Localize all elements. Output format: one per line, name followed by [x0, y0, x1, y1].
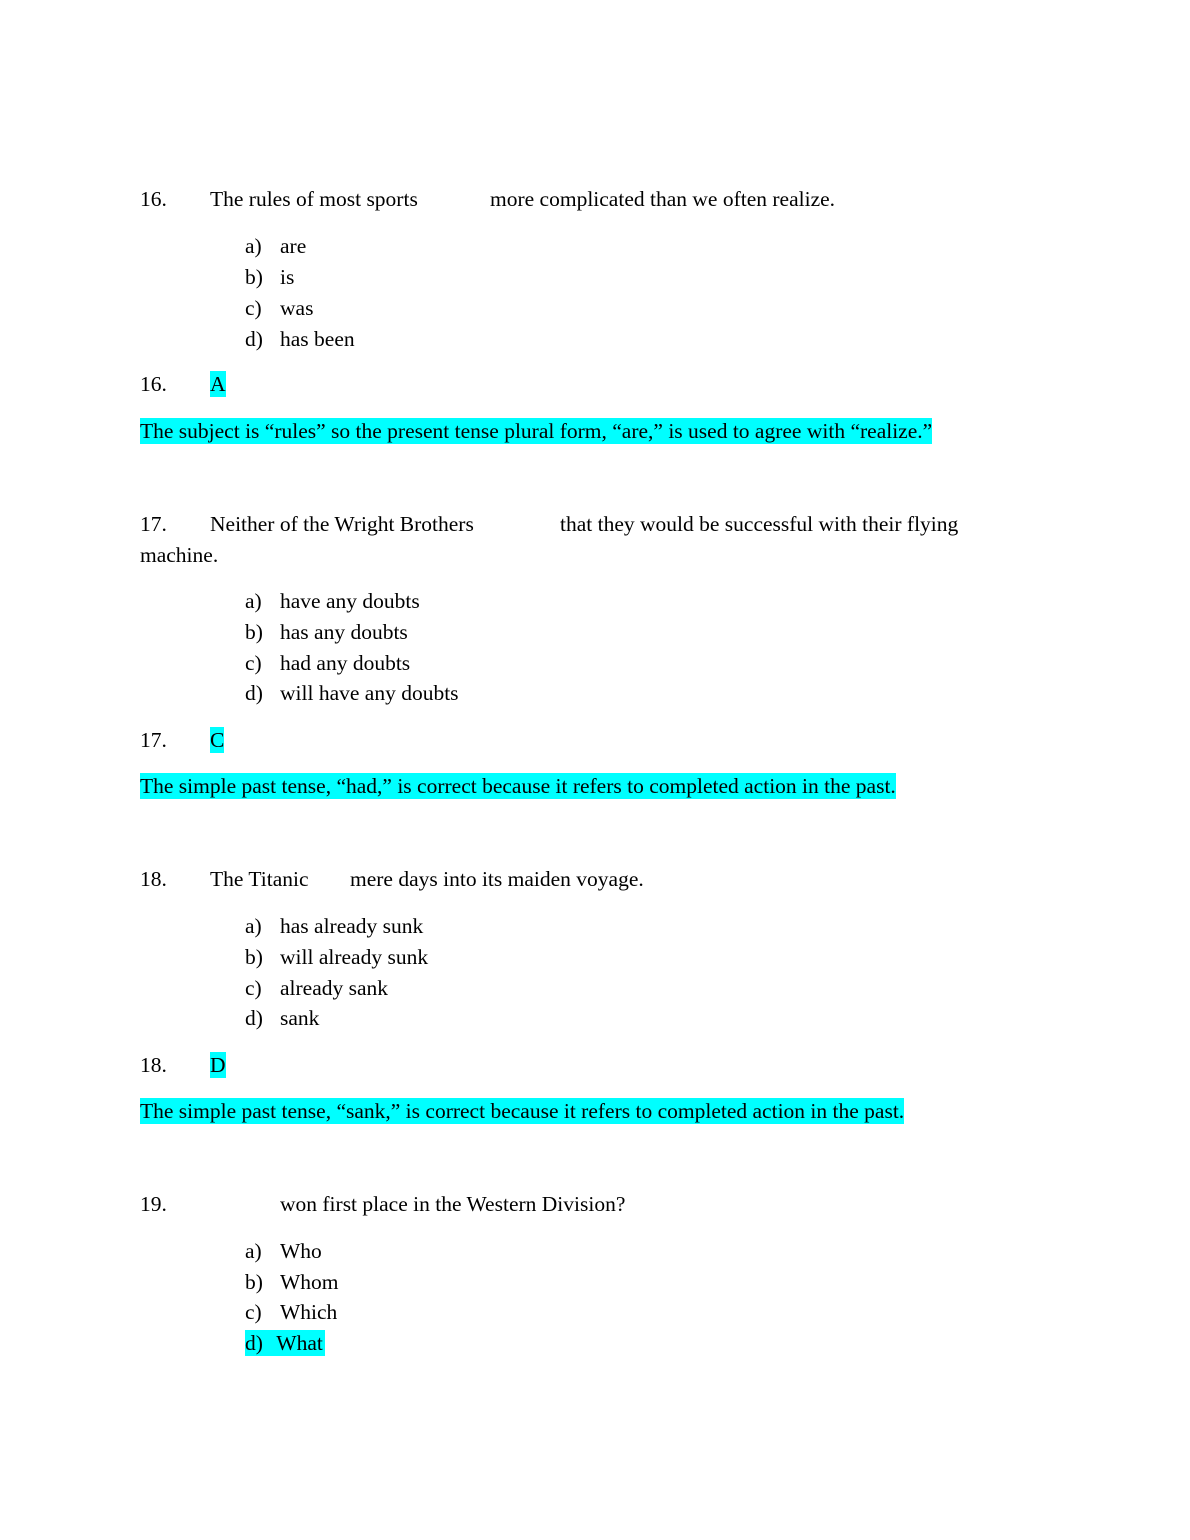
question-number: 19. — [140, 1192, 167, 1216]
option-text: Which — [280, 1300, 338, 1324]
option-text: will already sunk — [280, 945, 429, 969]
option-letter: b) — [245, 265, 263, 289]
option-letter: c) — [245, 651, 262, 675]
option-letter: a) — [245, 589, 262, 613]
question-number: 16. — [140, 187, 167, 211]
option-letter: d) — [245, 1006, 263, 1030]
option-text: will have any doubts — [280, 681, 459, 705]
answer-explanation: The simple past tense, “sank,” is correct because it refers to completed action in the past. — [140, 1099, 905, 1123]
option-text: are — [280, 234, 307, 258]
option-text: has been — [280, 327, 355, 351]
option-text: has already sunk — [280, 914, 424, 938]
option-text: already sank — [280, 976, 389, 1000]
question-stem-end: that they would be successful with their flying — [560, 512, 959, 536]
option-letter: b) — [245, 620, 263, 644]
option-letter: c) — [245, 976, 262, 1000]
option-text: have any doubts — [280, 589, 420, 613]
question-stem-start: The rules of most sports — [210, 187, 418, 211]
question-stem-end: won first place in the Western Division? — [280, 1192, 626, 1216]
question-stem-start: Neither of the Wright Brothers — [210, 512, 474, 536]
question-stem-end: more complicated than we often realize. — [490, 187, 836, 211]
question-stem-end: mere days into its maiden voyage. — [350, 867, 644, 891]
option-text: Whom — [280, 1270, 339, 1294]
option-letter: d) — [245, 681, 263, 705]
option-letter: d) — [245, 1331, 263, 1355]
option-letter: b) — [245, 1270, 263, 1294]
highlighted-option — [245, 1330, 325, 1356]
question-stem-continuation: machine. — [140, 543, 219, 567]
option-text: had any doubts — [280, 651, 411, 675]
option-text: Who — [280, 1239, 322, 1263]
question-stem-start: The Titanic — [210, 867, 309, 891]
option-letter: c) — [245, 296, 262, 320]
option-text: is — [280, 265, 295, 289]
question-number: 17. — [140, 512, 167, 536]
answer-number: 17. — [140, 728, 167, 752]
option-letter: d) — [245, 327, 263, 351]
option-text: What — [276, 1331, 323, 1355]
question-number: 18. — [140, 867, 167, 891]
answer-number: 16. — [140, 372, 167, 396]
option-text: has any doubts — [280, 620, 408, 644]
option-letter: a) — [245, 914, 262, 938]
option-text: was — [280, 296, 314, 320]
answer-key: A — [210, 372, 226, 396]
answer-key: D — [210, 1053, 226, 1077]
option-letter: b) — [245, 945, 263, 969]
option-letter: c) — [245, 1300, 262, 1324]
answer-explanation: The subject is “rules” so the present tense plural form, “are,” is used to agree with “realize.” — [140, 419, 933, 443]
answer-number: 18. — [140, 1053, 167, 1077]
option-letter: a) — [245, 1239, 262, 1263]
answer-key: C — [210, 728, 225, 752]
option-letter: a) — [245, 234, 262, 258]
answer-explanation: The simple past tense, “had,” is correct because it refers to completed action in the past. — [140, 774, 896, 798]
option-text: sank — [280, 1006, 320, 1030]
